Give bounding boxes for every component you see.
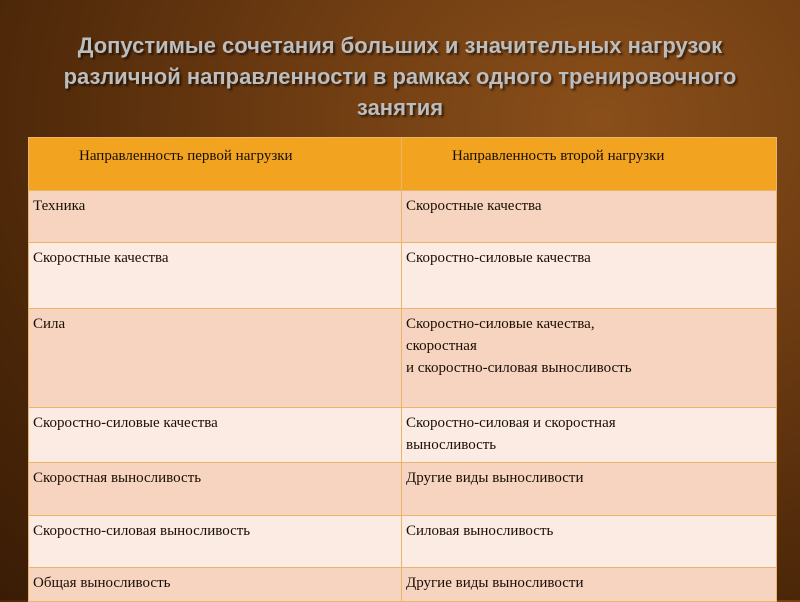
loads-table	[28, 137, 777, 602]
slide-title: Допустимые сочетания больших и значительных нагрузок различной направленности в рамках одного тренировочного занятия	[63, 33, 737, 120]
cell-first-load: Общая выносливость	[29, 568, 402, 602]
cell-first-load: Скоростно-силовая выносливость	[29, 516, 402, 568]
cell-first-load: Техника	[29, 191, 402, 243]
cell-first-load: Скоростная выносливость	[29, 463, 402, 516]
cell-first-load: Скоростно-силовые качества	[29, 408, 402, 463]
cell-first-load: Сила	[29, 309, 402, 408]
cell-second-load: Скоростные качества	[402, 191, 777, 243]
table-row	[29, 191, 777, 243]
table-row	[29, 243, 777, 309]
table-row	[29, 516, 777, 568]
cell-second-load: Другие виды выносливости	[402, 463, 777, 516]
cell-second-load: Силовая выносливость	[402, 516, 777, 568]
header-first-load: Направленность первой нагрузки	[29, 138, 402, 191]
cell-second-load: Скоростно-силовые качества	[402, 243, 777, 309]
table-row	[29, 463, 777, 516]
cell-second-load: Другие виды выносливости	[402, 568, 777, 602]
header-second-load: Направленность второй нагрузки	[402, 138, 777, 191]
cell-first-load: Скоростные качества	[29, 243, 402, 309]
cell-second-load: Скоростно-силовые качества, скоростная и скоростно-силовая выносливость	[402, 309, 777, 408]
cell-second-load: Скоростно-силовая и скоростная выносливость	[402, 408, 777, 463]
table-row	[29, 568, 777, 602]
table-header-row	[29, 138, 777, 191]
table-row	[29, 408, 777, 463]
table-row	[29, 309, 777, 408]
